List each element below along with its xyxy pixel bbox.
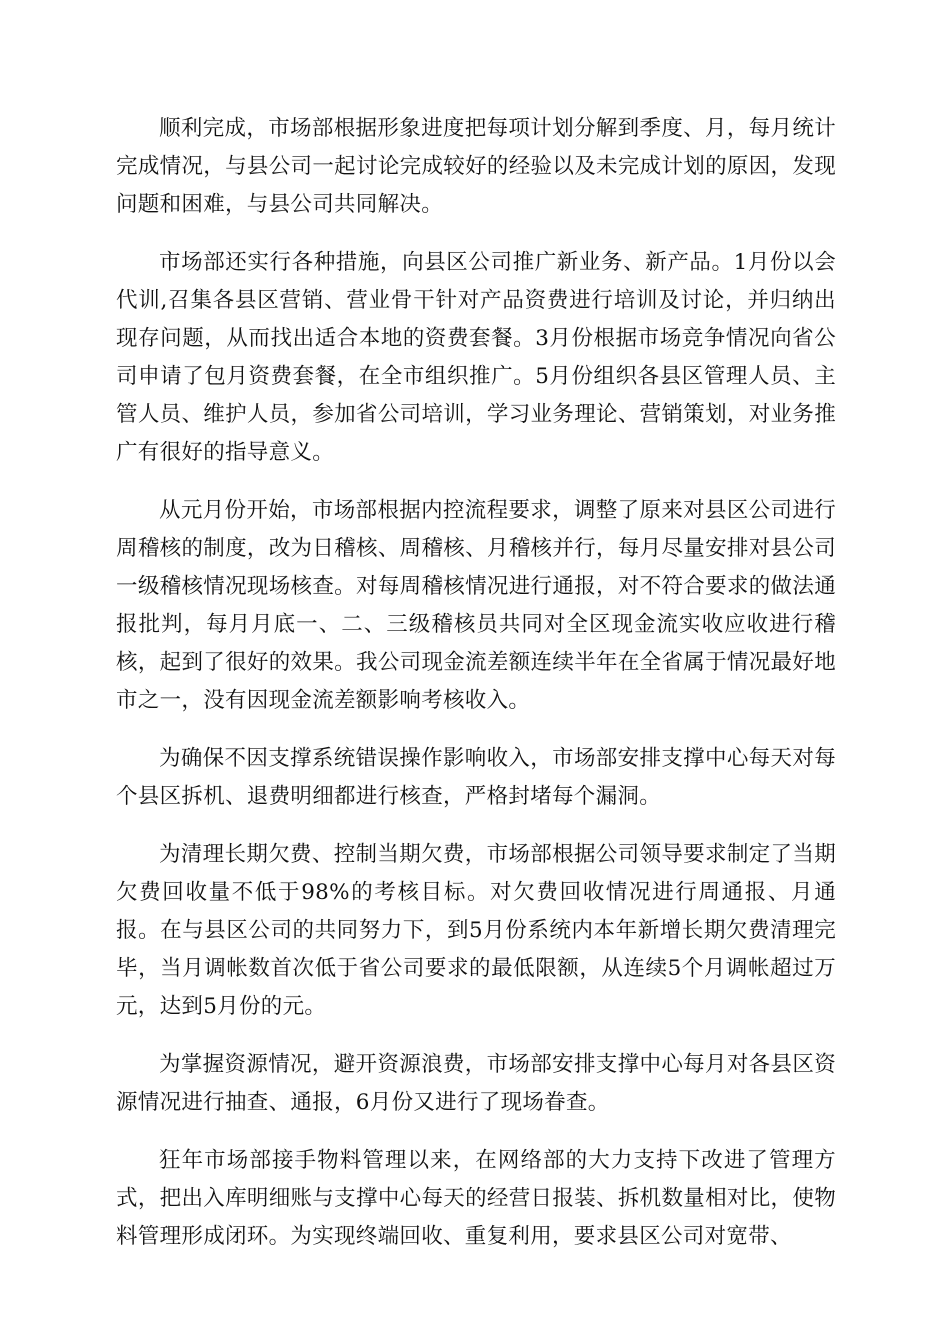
paragraph-2: 市场部还实行各种措施，向县区公司推广新业务、新产品。1月份以会代训,召集各县区营销、营业骨干针对产品资费进行培训及讨论，并归纳出现存问题，从而找出适合本地的资费套餐。3月份根据市场竞争情况向省公司申请了包月资费套餐，在全市组织推广。5月份组织各县区管理人员、主管人员、维护人员，参加省公司培训，学习业务理论、营销策划，对业务推广有很好的指导意义。 bbox=[116, 250, 836, 465]
paragraph-4: 为确保不因支撑系统错误操作影响收入，市场部安排支撑中心每天对每个县区拆机、退费明细都进行核查，严格封堵每个漏洞。 bbox=[116, 746, 836, 809]
paragraph-5: 为清理长期欠费、控制当期欠费，市场部根据公司领导要求制定了当期欠费回收量不低于98%的考核目标。对欠费回收情况进行周通报、月通报。在与县区公司的共同努力下，到5月份系统内本年新增长期欠费清理完毕，当月调帐数首次低于省公司要求的最低限额，从连续5个月调帐超过万元，达到5月份的元。 bbox=[116, 842, 836, 1019]
document-page bbox=[116, 110, 836, 1276]
paragraph-7: 狂年市场部接手物料管理以来，在网络部的大力支持下改进了管理方式，把出入库明细账与支撑中心每天的经营日报装、拆机数量相对比，使物料管理形成闭环。为实现终端回收、重复利用，要求县区公司对宽带、 bbox=[116, 1148, 836, 1249]
paragraph-6: 为掌握资源情况，避开资源浪费，市场部安排支撑中心每月对各县区资源情况进行抽查、通报，6月份又进行了现场眷查。 bbox=[116, 1052, 836, 1115]
paragraph-1: 顺利完成，市场部根据形象进度把每项计划分解到季度、月，每月统计完成情况，与县公司一起讨论完成较好的经验以及未完成计划的原因，发现问题和困难，与县公司共同解决。 bbox=[116, 116, 836, 217]
paragraph-3: 从元月份开始，市场部根据内控流程要求，调整了原来对县区公司进行周稽核的制度，改为日稽核、周稽核、月稽核并行，每月尽量安排对县公司一级稽核情况现场核查。对每周稽核情况进行通报，对不符合要求的做法通报批判，每月月底一、二、三级稽核员共同对全区现金流实收应收进行稽核，起到了很好的效果。我公司现金流差额连续半年在全省属于情况最好地市之一，没有因现金流差额影响考核收入。 bbox=[116, 498, 836, 713]
